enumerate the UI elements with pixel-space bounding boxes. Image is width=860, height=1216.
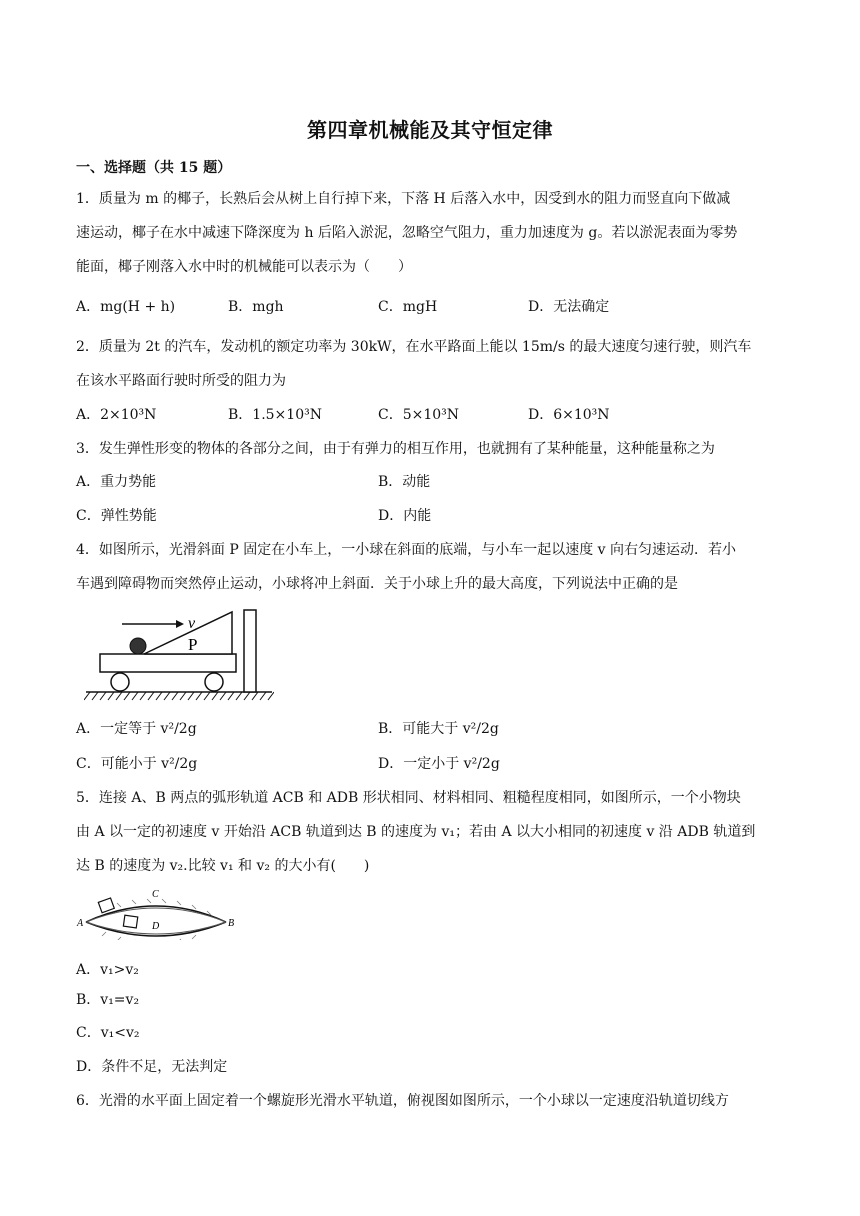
point-c-label: C bbox=[152, 889, 159, 900]
q3-line-1: 3．发生弹性形变的物体的各部分之间，由于有弹力的相互作用，也就拥有了某种能量，这种能量称之为 bbox=[76, 441, 715, 457]
q5-option-a: A．v₁>v₂ bbox=[76, 962, 139, 978]
q5-option-c: C．v₁<v₂ bbox=[76, 1025, 140, 1041]
q2-option-d: D．6×10³N bbox=[528, 407, 610, 423]
q1-option-a: A．mg(H + h) bbox=[76, 299, 176, 315]
q2-option-b: B．1.5×10³N bbox=[228, 407, 322, 423]
q1-line-2: 速运动，椰子在水中减速下降深度为 h 后陷入淤泥，忽略空气阻力，重力加速度为 g。若以淤泥表面为零势 bbox=[76, 225, 738, 241]
velocity-label: v bbox=[188, 615, 196, 632]
q2-option-c: C．5×10³N bbox=[378, 407, 460, 423]
q5-option-d: D．条件不足，无法判定 bbox=[76, 1059, 228, 1075]
page-title: 第四章机械能及其守恒定律 bbox=[307, 118, 553, 142]
q1-option-d: D．无法确定 bbox=[528, 299, 610, 315]
velocity-arrowhead bbox=[176, 620, 184, 628]
q6-line-1: 6．光滑的水平面上固定着一个螺旋形光滑水平轨道，俯视图如图所示，一个小球以一定速度沿轨道切线方 bbox=[76, 1093, 729, 1109]
section-heading: 一、选择题（共 15 题） bbox=[76, 160, 232, 176]
incline-label: P bbox=[188, 635, 198, 654]
cart-wheel-right bbox=[205, 673, 223, 691]
ground-hatching bbox=[84, 692, 274, 700]
block-upper bbox=[98, 898, 114, 913]
q3-option-a: A．重力势能 bbox=[76, 474, 157, 490]
q2-line-1: 2．质量为 2t 的汽车，发动机的额定功率为 30kW，在水平路面上能以 15m/s 的最大速度匀速行驶，则汽车 bbox=[76, 339, 752, 355]
point-d-label: D bbox=[152, 921, 160, 932]
q5-line-3: 达 B 的速度为 v₂.比较 v₁ 和 v₂ 的大小有( ) bbox=[76, 858, 370, 874]
q1-option-c: C．mgH bbox=[378, 299, 438, 315]
q5-option-b: B．v₁=v₂ bbox=[76, 992, 140, 1008]
cart-wheel-left bbox=[111, 673, 129, 691]
arc-track-figure bbox=[76, 886, 238, 940]
block-lower bbox=[123, 915, 137, 928]
point-a-label: A bbox=[77, 918, 84, 929]
cart-incline-figure bbox=[84, 606, 274, 704]
q1-line-3: 能面，椰子刚落入水中时的机械能可以表示为（ ） bbox=[76, 259, 412, 275]
q1-option-b: B．mgh bbox=[228, 299, 284, 315]
q4-option-b: B．可能大于 v²/2g bbox=[378, 721, 499, 737]
ball bbox=[130, 638, 146, 654]
q3-option-b: B．动能 bbox=[378, 474, 431, 490]
obstacle-wall bbox=[244, 610, 256, 692]
q3-option-c: C．弹性势能 bbox=[76, 508, 157, 524]
q3-option-d: D．内能 bbox=[378, 508, 432, 524]
q4-line-1: 4．如图所示，光滑斜面 P 固定在小车上，一小球在斜面的底端，与小车一起以速度 v 向右匀速运动．若小 bbox=[76, 542, 737, 558]
q4-option-a: A．一定等于 v²/2g bbox=[76, 721, 197, 737]
q1-line-1: 1．质量为 m 的椰子，长熟后会从树上自行掉下来，下落 H 后落入水中，因受到水的阻力而竖直向下做减 bbox=[76, 191, 731, 207]
q2-option-a: A．2×10³N bbox=[76, 407, 157, 423]
q5-line-2: 由 A 以一定的初速度 v 开始沿 ACB 轨道到达 B 的速度为 v₁；若由 A 以大小相同的初速度 v 沿 ADB 轨道到 bbox=[76, 824, 756, 840]
cart-body bbox=[100, 654, 236, 672]
q4-option-c: C．可能小于 v²/2g bbox=[76, 756, 198, 772]
q4-line-2: 车遇到障碍物而突然停止运动，小球将冲上斜面．关于小球上升的最大高度，下列说法中正确的是 bbox=[76, 576, 678, 592]
point-b-label: B bbox=[228, 918, 235, 929]
q5-line-1: 5．连接 A、B 两点的弧形轨道 ACB 和 ADB 形状相同、材料相同、粗糙程度相同，如图所示，一个小物块 bbox=[76, 790, 741, 806]
q2-line-2: 在该水平路面行驶时所受的阻力为 bbox=[76, 373, 286, 389]
q4-option-d: D．一定小于 v²/2g bbox=[378, 756, 500, 772]
